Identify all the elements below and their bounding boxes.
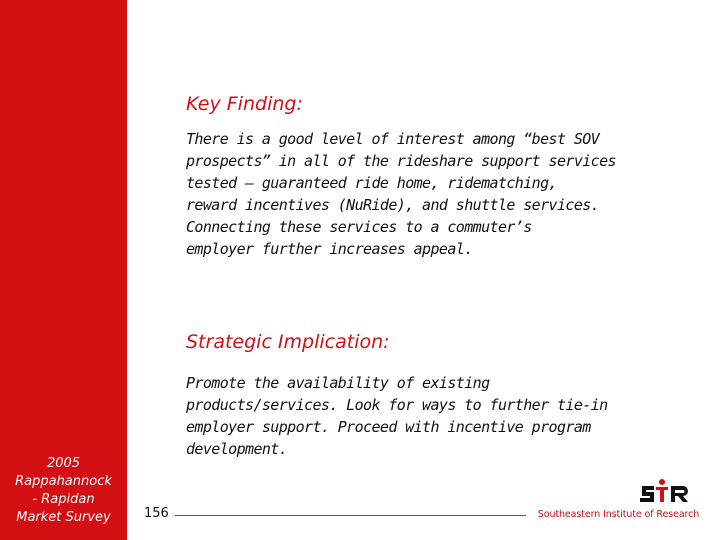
footer-rule	[175, 515, 522, 516]
sir-logo-icon	[640, 478, 690, 504]
strategic-implication-text: Promote the availability of existing products/services. Look for ways to further tie-in employer support. Proceed with incentive program development.	[186, 374, 608, 458]
organization-name: Southeastern Institute of Research	[526, 509, 711, 520]
survey-caption: 2005 Rappahannock - Rapidan Market Survey	[15, 456, 112, 525]
sidebar	[0, 0, 127, 540]
strategic-implication-heading: Strategic Implication:	[186, 331, 390, 353]
key-finding-text: There is a good level of interest among “best SOV prospects” in all of the rideshare support services tested – guaranteed ride home, ridematching, reward incentives (NuRide), and shuttle services. Connecting these services to a commuter’s employer further increases appeal.	[186, 130, 616, 258]
page-number: 156	[144, 506, 169, 521]
key-finding-heading: Key Finding:	[186, 93, 303, 115]
